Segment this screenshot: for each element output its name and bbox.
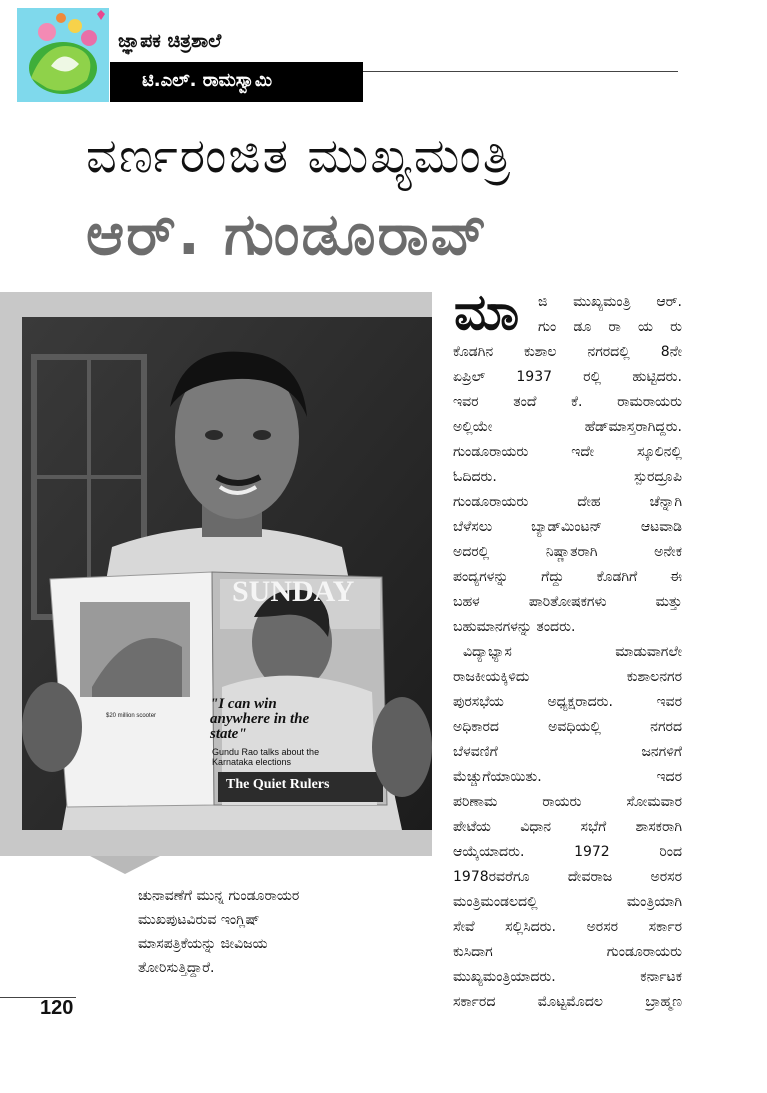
cover-footer: The Quiet Rulers [226, 777, 330, 792]
magazine-masthead: SUNDAY [232, 575, 355, 608]
body-line: ಸರ್ಕಾರದ ಮೊಟ್ಟಮೊದಲ ಬ್ರಾಹ್ಮಣ [453, 994, 682, 1010]
photo-caption [138, 884, 368, 980]
caption-line: ತೋರಿಸುತ್ತಿದ್ದಾರೆ. [138, 960, 215, 976]
body-line: ಅಲ್ಲಿಯೇ ಹೆಡ್‌ಮಾಸ್ತರಾಗಿದ್ದರು. [453, 419, 682, 435]
body-line: ವಿದ್ಯಾಭ್ಯಾಸ ಮಾಡುವಾಗಲೇ [463, 644, 682, 660]
body-line: ಓದಿದರು. ಸ್ಪುರದ್ರೂಪಿ [453, 469, 682, 485]
body-line: 1978ರವರೆಗೂ ದೇವರಾಜ ಅರಸರ [453, 869, 682, 885]
caption-line: ಮುಖಪುಟವಿರುವ ಇಂಗ್ಲಿಷ್ [138, 912, 260, 928]
body-line: ಸೇವೆ ಸಲ್ಲಿಸಿದರು. ಅರಸರ ಸರ್ಕಾರ [453, 919, 682, 935]
body-line: ಕೊಡಗಿನ ಕುಶಾಲ ನಗರದಲ್ಲಿ 8ನೇ [453, 344, 682, 360]
body-line: ಮೆಚ್ಚುಗೆಯಾಯಿತು. ಇದರ [453, 769, 682, 785]
body-line: ಗುಂಡೂರಾಯರು ದೇಹ ಚೆನ್ನಾಗಿ [453, 494, 682, 510]
body-line: ಪರಿಣಾಮ ರಾಯರು ಸೋಮವಾರ [453, 794, 682, 810]
body-line: ಆಯ್ಕೆಯಾದರು. 1972 ರಿಂದ [453, 844, 682, 860]
caption-pointer [90, 856, 160, 874]
body-line: ಪುರಸಭೆಯ ಅಧ್ಯಕ್ಷರಾದರು. ಇವರ [453, 694, 682, 710]
caption-line: ಮಾಸಪತ್ರಿಕೆಯನ್ನು ಜೀವಿಜಯ [138, 936, 268, 952]
body-line: ಗುಂಡೂರಾಯರು ಇದೇ ಸ್ಕೂಲಿನಲ್ಲಿ [453, 444, 682, 460]
body-line: ಮಂತ್ರಿಮಂಡಲದಲ್ಲಿ ಮಂತ್ರಿಯಾಗಿ [453, 894, 682, 910]
body-line: ಬಹುಮಾನಗಳನ್ನು ತಂದರು. [453, 619, 576, 635]
page-number: 120 [40, 997, 74, 1019]
body-line: ಅದರಲ್ಲಿ ನಿಷ್ಣಾತರಾಗಿ ಅನೇಕ [453, 544, 682, 560]
portrait-photo [22, 317, 432, 830]
body-line: ರಾಜಕೀಯಕ್ಕಿಳಿದು ಕುಶಾಲನಗರ [453, 669, 682, 685]
body-line: ಪಂದ್ಯಗಳನ್ನು ಗೆದ್ದು ಕೊಡಗಿಗೆ ಈ [453, 569, 682, 585]
headline-line-1: ವರ್ಣರಂಜಿತ ಮುಖ್ಯಮಂತ್ರಿ [86, 128, 513, 184]
ad-text: $20 million scooter [106, 713, 157, 719]
body-line: ಅಧಿಕಾರದ ಅವಧಿಯಲ್ಲಿ ನಗರದ [453, 719, 682, 735]
flower-logo [17, 8, 109, 102]
body-line: ಗುಂ ಡೂ ರಾ ಯ ರು [538, 319, 682, 335]
body-line: ಬೆಳೆಸಲು ಬ್ಯಾಡ್‌ಮಿಂಟನ್ ಆಟವಾಡಿ [453, 519, 682, 535]
headline-line-2: ಆರ್. ಗುಂಡೂರಾವ್ [86, 200, 489, 268]
cover-subtitle: Gundu Rao talks about the Karnataka elections [212, 747, 320, 767]
drop-cap: ಮಾ [454, 283, 520, 341]
body-line: ಪೇಟೆಯ ವಿಧಾನ ಸಭೆಗೆ ಶಾಸಕರಾಗಿ [453, 819, 682, 835]
body-line: ಇವರ ತಂದೆ ಕೆ. ರಾಮರಾಯರು [453, 394, 682, 410]
series-title: ಜ್ಞಾಪಕ ಚಿತ್ರಶಾಲೆ [118, 30, 222, 52]
body-line: ಕುಸಿದಾಗ ಗುಂಡೂರಾಯರು [453, 944, 682, 960]
flower-icon [17, 8, 109, 102]
caption-line: ಚುನಾವಣೆಗೆ ಮುನ್ನ ಗುಂಡೂರಾಯರ [138, 888, 300, 904]
body-line: ಏಪ್ರಿಲ್ 1937 ರಲ್ಲಿ ಹುಟ್ಟಿದರು. [453, 369, 682, 385]
body-line: ಬಹಳ ಪಾರಿತೋಷಕಗಳು ಮತ್ತು [453, 594, 682, 610]
author-name: ಟಿ.ಎಲ್. ರಾಮಸ್ವಾಮಿ [142, 70, 273, 91]
body-line: ಮುಖ್ಯಮಂತ್ರಿಯಾದರು. ಕರ್ನಾಟಕ [453, 969, 682, 985]
body-line: ಬೆಳವಣಿಗೆ ಜನಗಳಿಗೆ [453, 744, 682, 760]
body-line: ಜಿ ಮುಖ್ಯಮಂತ್ರಿ ಆರ್. [538, 294, 682, 310]
cover-quote: "I can win anywhere in the state" [210, 696, 310, 742]
